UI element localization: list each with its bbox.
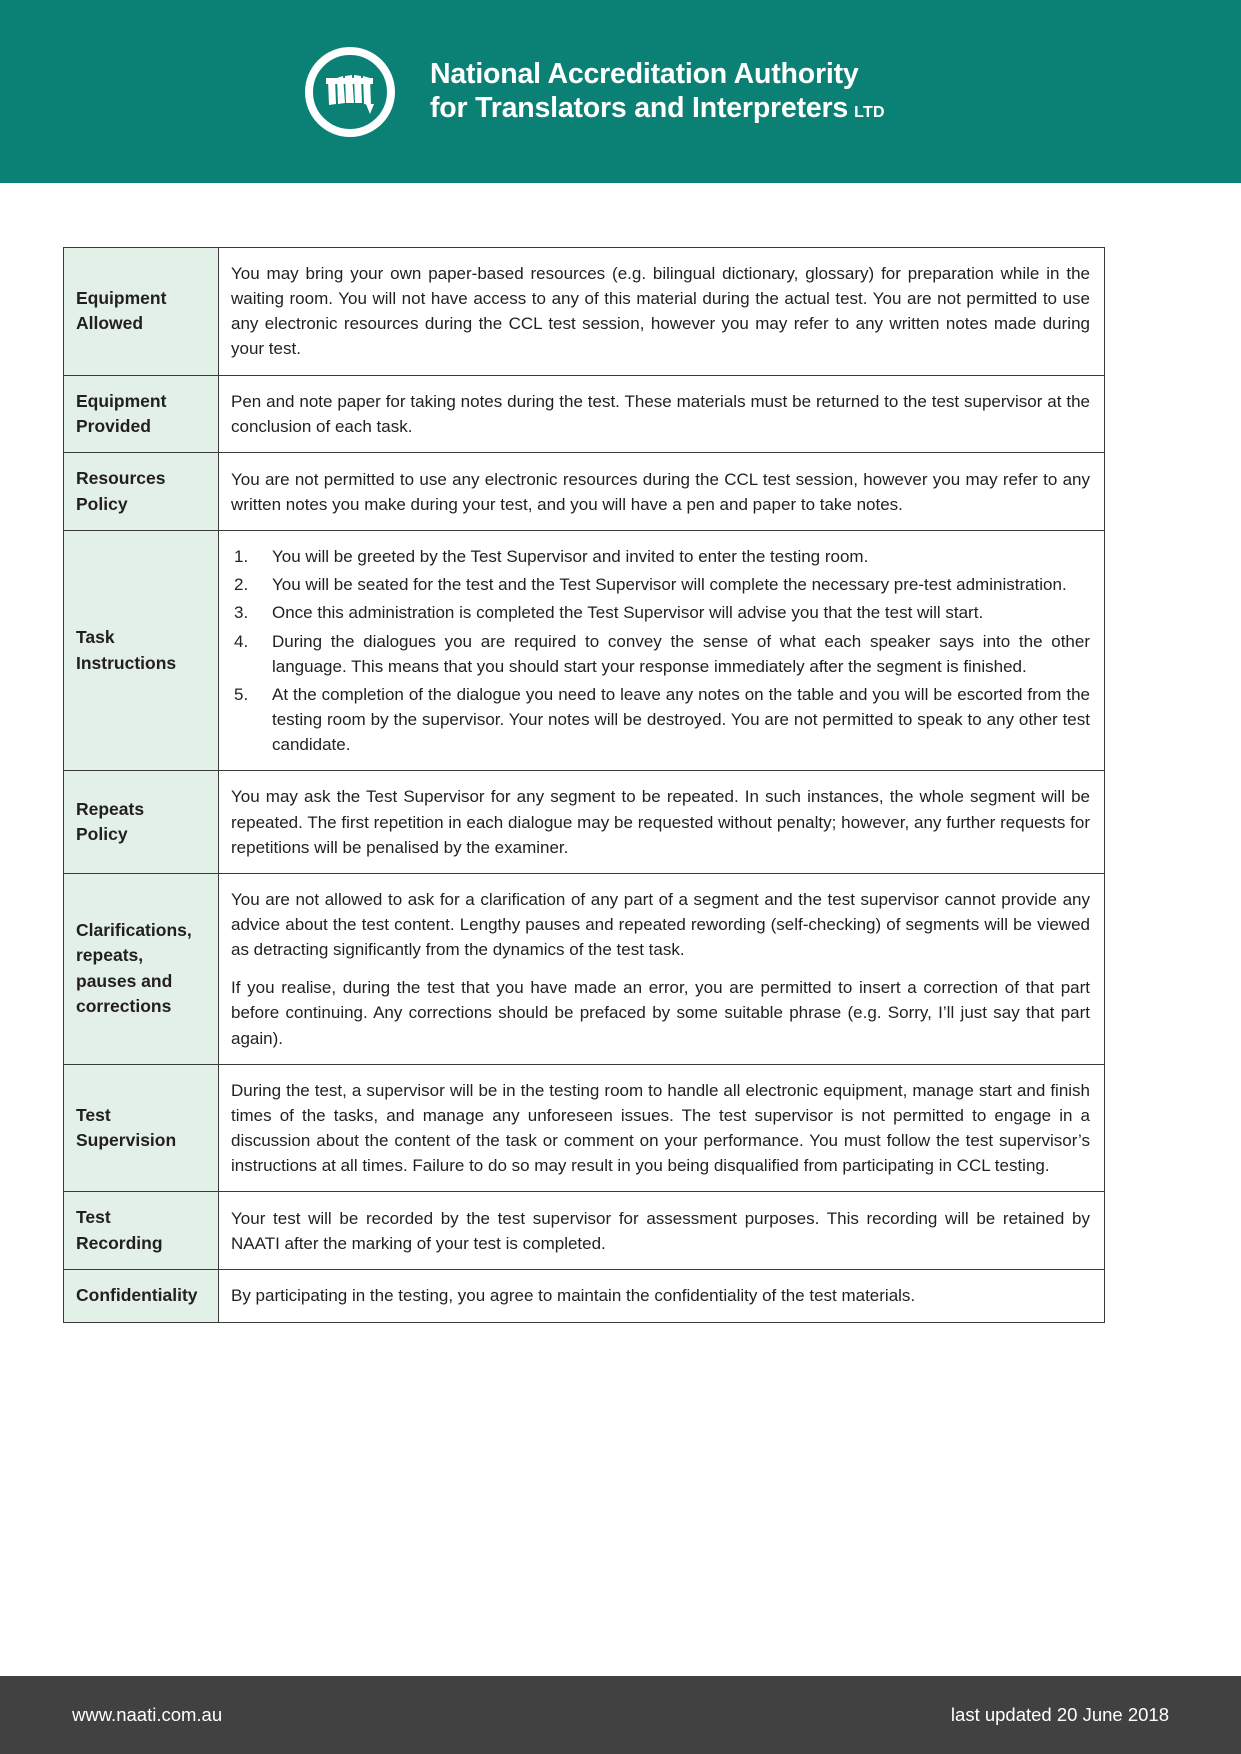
label-line: Instructions [76,652,177,673]
row-label-equipment-provided [64,375,219,453]
row-label-test-recording [64,1192,219,1270]
paragraph: You may bring your own paper-based resources (e.g. bilingual dictionary, glossary) for preparation while in the waiting room. You will not have access to any of this material during the actual test. You are not permitted to use any electronic resources during the CCL test session, however you may refer to any written notes made during your test. [231,264,1090,359]
row-content-resources-policy [219,453,1105,531]
table-row [64,531,1105,771]
label-line: Test [76,1104,111,1125]
table-row [64,1064,1105,1192]
label-line: repeats, [76,945,144,966]
table-row [64,248,1105,376]
label-line: corrections [76,996,172,1017]
label-line: Allowed [76,313,144,334]
page-footer [0,1676,1241,1754]
row-label-equipment-allowed [64,248,219,376]
row-content-task-instructions [219,531,1105,771]
row-label-repeats-policy [64,771,219,873]
list-item: You will be greeted by the Test Supervisor and invited to enter the testing room. [272,547,869,567]
label-line: Resources [76,468,166,489]
brand-title-line1: National Accreditation Authority [430,58,859,91]
row-label-clarifications [64,873,219,1064]
label-line: Task [76,627,115,648]
row-content-clarifications [219,873,1105,1064]
label-line: Policy [76,493,128,514]
paragraph: Pen and note paper for taking notes during the test. These materials must be returned to the test supervisor at the conclusion of each task. [231,391,1090,436]
row-content-test-supervision [219,1064,1105,1192]
label-line: Equipment [76,287,167,308]
footer-updated-date: last updated 20 June 2018 [950,1704,1169,1725]
row-content-test-recording [219,1192,1105,1270]
label-line: Confidentiality [76,1285,198,1306]
table-row [64,771,1105,873]
list-item: At the completion of the dialogue you need to leave any notes on the table and you will be escorted from the testing room by the supervisor. Your notes will be destroyed. You are not permitted to speak to any other test candidate. [272,684,1090,755]
row-label-confidentiality [64,1270,219,1322]
paragraph: If you realise, during the test that you have made an error, you are permitted to insert a correction of that part before continuing. Any corrections should be prefaced by some suitable phrase (e.g. Sorry, I’ll just say that part again). [231,978,1090,1048]
label-line: Recording [76,1232,163,1253]
row-label-test-supervision [64,1064,219,1192]
row-content-confidentiality [219,1270,1105,1322]
paragraph: You are not allowed to ask for a clarification of any part of a segment and the test supervisor cannot provide any advice about the test content. Lengthy pauses and repeated rewording (self-checking) of segments will be viewed as detracting significantly from the dynamics of the test task. [231,889,1090,960]
paragraph: Your test will be recorded by the test supervisor for assessment purposes. This recording will be retained by NAATI after the marking of your test is completed. [231,1208,1090,1253]
list-item: You will be seated for the test and the Test Supervisor will complete the necessary pre-test administration. [272,575,1067,595]
naati-logo-icon [288,34,404,150]
brand-title-line2-text: for Translators and Interpreters [430,91,849,124]
label-line: Supervision [76,1130,177,1151]
task-instruction-list [231,544,1090,757]
table-row [64,1192,1105,1270]
brand-title [430,58,885,124]
label-line: Provided [76,416,151,436]
row-content-equipment-provided [219,375,1105,453]
paragraph: During the test, a supervisor will be in the testing room to handle all electronic equipment, manage start and finish times of the tasks, and manage any unforeseen issues. The test supervisor is not permitted to engage in a discussion about the content of the task or comment on your performance. You must follow the test supervisor’s instructions at all times. Failure to do so may result in you being disqualified from participating in CCL testing. [231,1080,1090,1176]
row-label-task-instructions [64,531,219,771]
paragraph: You may ask the Test Supervisor for any segment to be repeated. In such instances, the whole segment will be repeated. The first repetition in each dialogue may be requested without penalty; however, any further requests for repetitions will be penalised by the examiner. [231,787,1090,857]
table-row [64,873,1105,1064]
test-conditions-table [63,247,1105,1323]
paragraph: By participating in the testing, you agree to maintain the confidentiality of the test materials. [231,1286,916,1306]
label-line: Clarifications, [76,920,192,941]
label-line: pauses and [76,970,173,991]
row-content-repeats-policy [219,771,1105,873]
label-line: Equipment [76,390,167,411]
label-line: Repeats [76,798,145,819]
label-line: Test [76,1207,111,1228]
brand-title-suffix: LTD [854,103,885,121]
row-content-equipment-allowed [219,248,1105,376]
table-row [64,375,1105,453]
table-row [64,453,1105,531]
label-line: Policy [76,824,128,845]
paragraph: You are not permitted to use any electronic resources during the CCL test session, however you may refer to any written notes you make during your test, and you will have a pen and paper to take notes. [231,469,1090,514]
list-item: Once this administration is completed the Test Supervisor will advise you that the test will start. [272,603,984,623]
table-row [64,1270,1105,1322]
list-item: During the dialogues you are required to convey the sense of what each speaker says into the other language. This means that you should start your response immediately after the segment is finished. [272,631,1090,676]
footer-website[interactable]: www.naati.com.au [72,1704,223,1725]
page-header [0,0,1241,183]
page-body [0,183,1241,1323]
row-label-resources-policy [64,453,219,531]
brand-title-line2 [430,92,885,125]
